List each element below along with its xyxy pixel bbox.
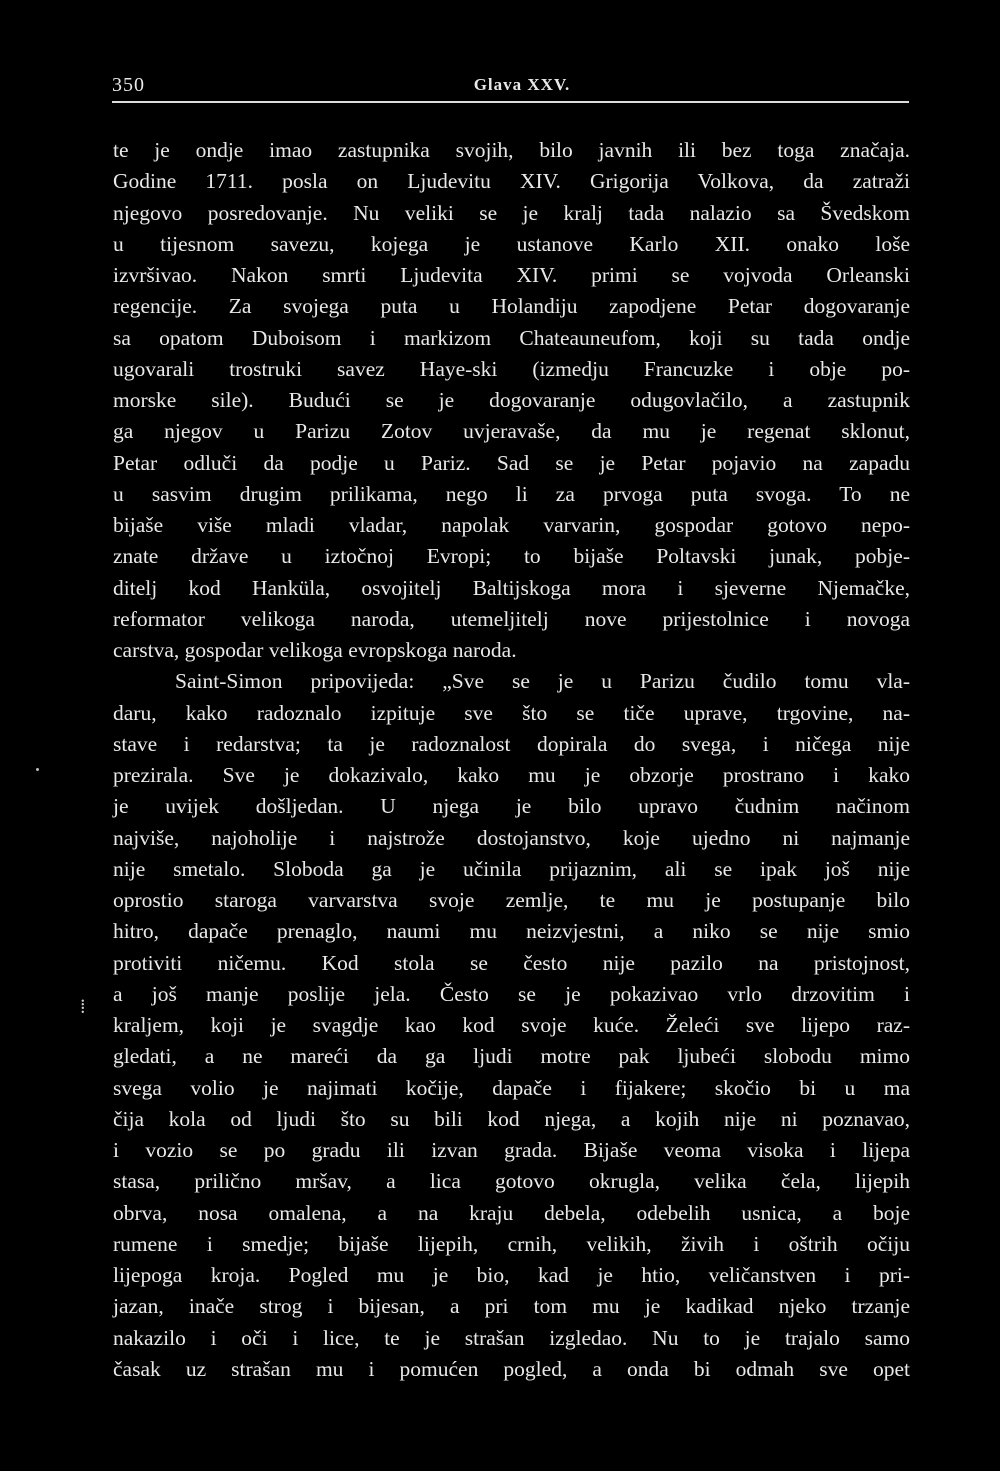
margin-mark: ⁞ bbox=[80, 996, 86, 1018]
text-line: jazan, inače strog i bijesan, a pri tom mu je kadikad njeko trzanje bbox=[113, 1294, 910, 1319]
chapter-title: Glava XXV. bbox=[473, 75, 571, 94]
text-line: carstva, gospodar velikoga evropskoga naroda. bbox=[113, 638, 517, 662]
text-line: daru, kako radoznalo izpituje sve što se tiče uprave, trgovine, na- bbox=[113, 700, 910, 725]
text-line: kraljem, koji je svagdje kao kod svoje kuće. Želeći sve lijepo raz- bbox=[113, 1013, 910, 1037]
paragraph-start-line: Saint-Simon pripovijeda: „Sve se je u Parizu čudilo tomu vla- bbox=[175, 669, 910, 694]
header-rule bbox=[112, 101, 909, 103]
text-line: Godine 1711. posla on Ljudevitu XIV. Grigorija Volkova, da zatraži bbox=[113, 169, 910, 194]
text-line: lijepoga kroja. Pogled mu je bio, kad je htio, veličanstven i pri- bbox=[113, 1263, 910, 1287]
text-line: znate države u iztočnoj Evropi; to bijaše Poltavski junak, pobje- bbox=[113, 544, 910, 569]
text-line: časak uz strašan mu i pomućen pogled, a onda bi odmah sve opet bbox=[113, 1356, 910, 1381]
text-line: najviše, najoholije i najstrože dostojanstvo, koje ujedno ni najmanje bbox=[113, 825, 910, 850]
text-line: nakazilo i oči i lice, te je strašan izgledao. Nu to je trajalo samo bbox=[113, 1325, 910, 1350]
text-line: a još manje poslije jela. Često se je pokazivao vrlo drzovitim i bbox=[113, 981, 910, 1006]
text-line: i vozio se po gradu ili izvan grada. Bijaše veoma visoka i lijepa bbox=[113, 1138, 910, 1162]
text-line: reformator velikoga naroda, utemeljitelj nove prijestolnice i novoga bbox=[113, 606, 910, 631]
text-line: u sasvim drugim prilikama, nego li za prvoga puta svoga. To ne bbox=[113, 481, 910, 506]
text-line: rumene i smedje; bijaše lijepih, crnih, velikih, živih i oštrih očiju bbox=[113, 1231, 910, 1256]
text-line: u tijesnom savezu, kojega je ustanove Karlo XII. onako loše bbox=[113, 231, 910, 256]
text-line: ditelj kod Hanküla, osvojitelj Baltijskoga mora i sjeverne Njemačke, bbox=[113, 575, 910, 600]
text-line: prezirala. Sve je dokazivalo, kako mu je obzorje prostrano i kako bbox=[113, 763, 910, 787]
text-line: bijaše više mladi vladar, napolak varvarin, gospodar gotovo nepo- bbox=[113, 513, 910, 537]
text-line: regencije. Za svojega puta u Holandiju zapodjene Petar dogovaranje bbox=[113, 294, 910, 319]
text-line: stave i redarstva; ta je radoznalost dopirala do svega, i ničega nije bbox=[113, 731, 910, 756]
text-line: nije smetalo. Sloboda ga je učinila prijaznim, ali se ipak još nije bbox=[113, 856, 910, 881]
text-line: njegovo posredovanje. Nu veliki se je kralj tada nalazio sa Švedskom bbox=[113, 200, 910, 225]
text-line: morske sile). Budući se je dogovaranje odugovlačilo, a zastupnik bbox=[113, 388, 910, 412]
text-line: hitro, dapače prenaglo, naumi mu neizvjestni, a niko se nije smio bbox=[113, 919, 910, 944]
text-line: oprostio staroga varvarstva svoje zemlje, te mu je postupanje bilo bbox=[113, 888, 910, 912]
text-line: te je ondje imao zastupnika svojih, bilo javnih ili bez toga značaja. bbox=[113, 138, 910, 162]
text-line: Petar odluči da podje u Pariz. Sad se je Petar pojavio na zapadu bbox=[113, 450, 910, 475]
text-line: ugovarali trostruki savez Haye-ski (izmedju Francuzke i obje po- bbox=[113, 356, 910, 381]
body-text bbox=[113, 135, 910, 1385]
text-line: sa opatom Duboisom i markizom Chateauneufom, koji su tada ondje bbox=[113, 325, 910, 350]
text-line: ga njegov u Parizu Zotov uvjeravaše, da mu je regenat sklonut, bbox=[113, 419, 910, 444]
text-line: protiviti ničemu. Kod stola se često nije pazilo na pristojnost, bbox=[113, 950, 910, 975]
text-line: obrva, nosa omalena, a na kraju debela, odebelih usnica, a boje bbox=[113, 1200, 910, 1225]
text-line: izvršivao. Nakon smrti Ljudevita XIV. primi se vojvoda Orleanski bbox=[113, 263, 910, 287]
text-line: svega volio je najimati kočije, dapače i fijakere; skočio bi u ma bbox=[113, 1075, 910, 1100]
scan-speck bbox=[36, 768, 39, 771]
text-line: čija kola od ljudi što su bili kod njega, a kojih nije ni poznavao, bbox=[113, 1106, 910, 1131]
text-line: gledati, a ne mareći da ga ljudi motre pak ljubeći slobodu mimo bbox=[113, 1044, 910, 1069]
page-number: 350 bbox=[112, 74, 145, 96]
page-header bbox=[112, 68, 909, 100]
text-line: je uvijek došljedan. U njega je bilo upravo čudnim načinom bbox=[113, 794, 910, 819]
text-line: stasa, prilično mršav, a lica gotovo okrugla, velika čela, lijepih bbox=[113, 1169, 910, 1194]
